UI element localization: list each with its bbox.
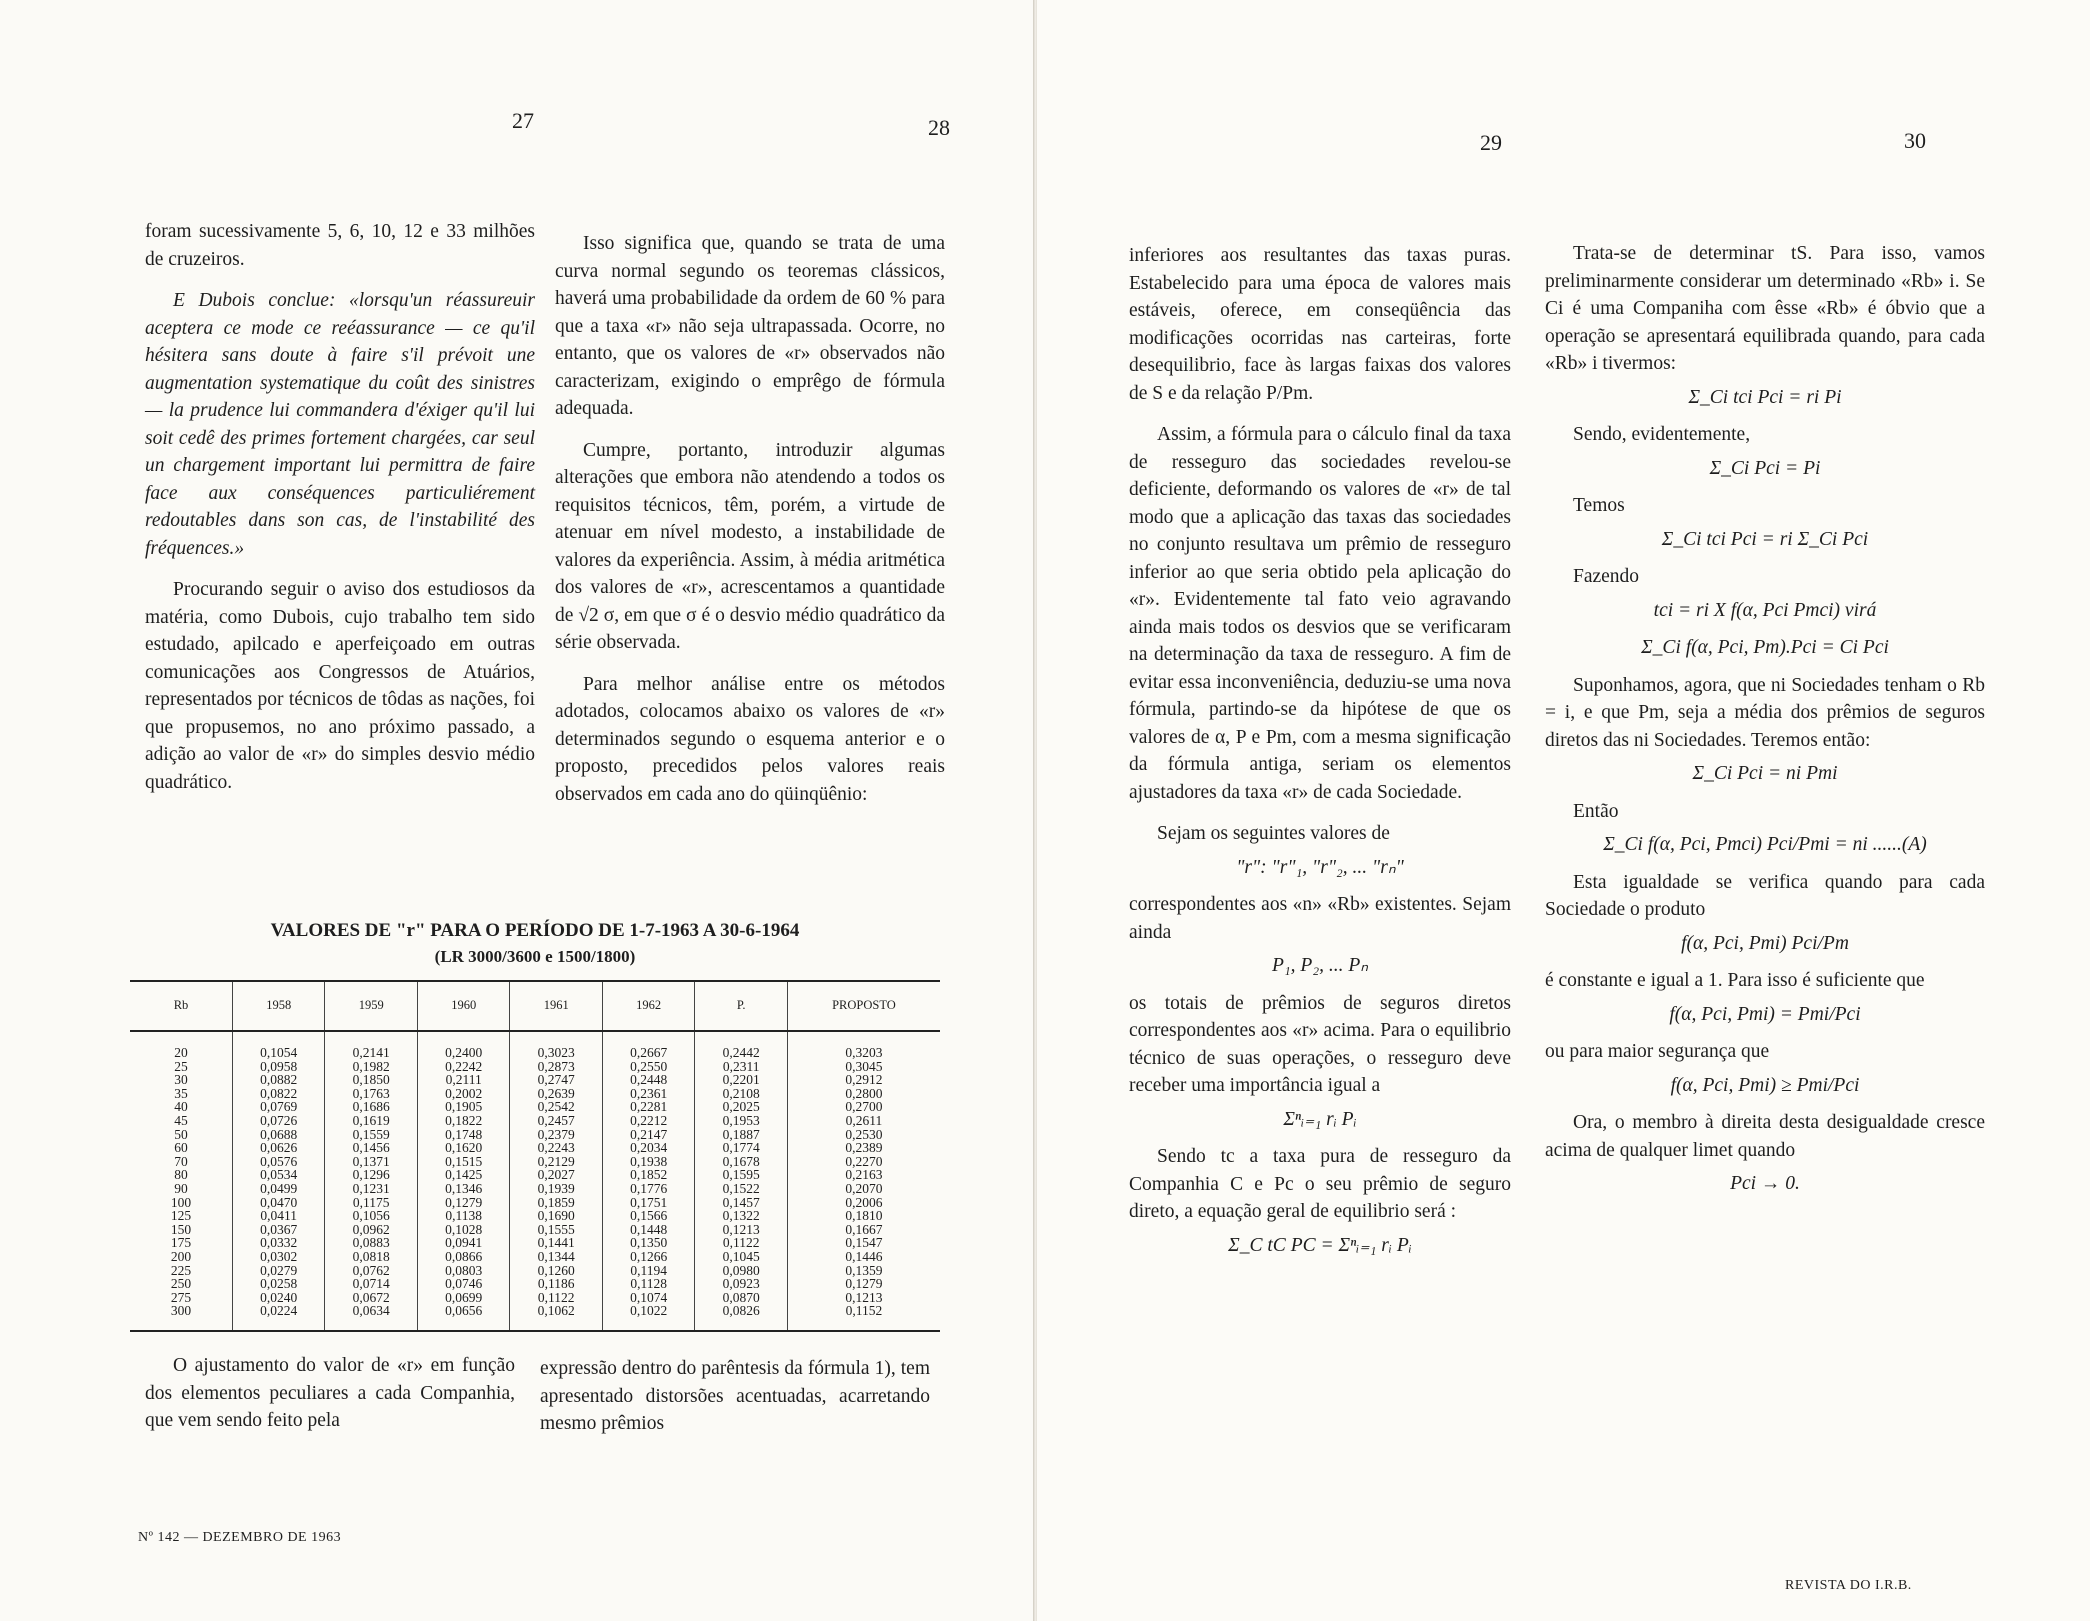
table-cell: 0,1667 <box>845 1221 883 1237</box>
table-cell: 0,2141 <box>352 1045 390 1060</box>
table-cell: 0,1279 <box>445 1194 483 1210</box>
formula-6: Σ_Ci Pci = ni Pmi <box>1692 763 1838 784</box>
table-cell: 0,1213 <box>722 1221 760 1237</box>
table-cell: 0,1686 <box>352 1099 390 1115</box>
table-cell: 0,2448 <box>630 1072 668 1088</box>
page-number-27: 27 <box>512 108 534 133</box>
table-cell: 0,1138 <box>445 1208 483 1224</box>
table-cell: 0,1939 <box>537 1180 575 1196</box>
table-cell: 0,1186 <box>537 1276 575 1292</box>
text-column-1 <box>145 218 535 810</box>
formula-r-values: "r": "r"₁, "r"₂, ... "rₙ" <box>1236 856 1404 878</box>
journal-footer: REVISTA DO I.R.B. <box>1785 1578 1912 1593</box>
year-1960-column <box>417 1031 509 1331</box>
table-cell: 0,1062 <box>537 1303 575 1319</box>
table-cell: 0,2700 <box>845 1099 883 1115</box>
table-cell: 0,0576 <box>260 1153 298 1169</box>
formula-5: Σ_Ci f(α, Pci, Pm).Pci = Ci Pci <box>1641 637 1889 658</box>
table-cell: 0,2108 <box>722 1085 760 1101</box>
table-cell: 0,2006 <box>845 1194 883 1210</box>
table-cell: 0,2281 <box>630 1099 668 1115</box>
table-cell: 0,2070 <box>845 1180 883 1196</box>
table-cell: 0,2611 <box>845 1112 883 1128</box>
table-cell: 0,2800 <box>845 1085 883 1101</box>
table-cell: 0,1045 <box>722 1248 760 1264</box>
formula-10: f(α, Pci, Pmi) ≥ Pmi/Pci <box>1670 1074 1860 1096</box>
table-cell: 0,0534 <box>260 1167 298 1183</box>
paragraph: correspondentes aos «n» «Rb» existentes. Sejam ainda <box>1129 894 1511 943</box>
table-cell: 125 <box>170 1208 192 1224</box>
table-cell: 0,1595 <box>722 1167 760 1183</box>
formula-a: Σ_Ci f(α, Pci, Pmci) Pci/Pmi = ni ......(A) <box>1603 834 1927 855</box>
table-cell: 0,2002 <box>445 1085 483 1101</box>
table-cell: 70 <box>174 1153 188 1169</box>
table-cell: 250 <box>170 1276 192 1292</box>
table-cell: 0,1028 <box>445 1221 483 1237</box>
table-cell: 0,0980 <box>722 1262 760 1278</box>
table-cell: 0,0470 <box>260 1194 298 1210</box>
issue-footer: Nº 142 — DEZEMBRO DE 1963 <box>138 1530 342 1545</box>
table-cell: 0,2667 <box>630 1045 668 1060</box>
table-cell: 0,0240 <box>260 1289 298 1305</box>
table-cell: 0,1678 <box>722 1153 760 1169</box>
table-cell: 0,1350 <box>630 1235 668 1251</box>
table-cell: 0,1690 <box>537 1208 575 1224</box>
table-cell: 0,0656 <box>445 1303 483 1319</box>
table-cell: 0,1810 <box>845 1208 883 1224</box>
table-cell: 0,0958 <box>260 1058 298 1074</box>
table-cell: 0,1260 <box>537 1262 575 1278</box>
paragraph: foram sucessivamente 5, 6, 10, 12 e 33 milhões de cruzeiros. <box>145 221 535 270</box>
table-cell: 0,0224 <box>260 1303 298 1319</box>
paragraph: Sendo, evidentemente, <box>1573 424 1751 445</box>
paragraph: ou para maior segurança que <box>1545 1041 1770 1062</box>
table-cell: 0,2530 <box>845 1126 883 1142</box>
table-cell: 0,1425 <box>445 1167 483 1183</box>
table-cell: 0,1056 <box>352 1208 390 1224</box>
paragraph: O ajustamento do valor de «r» em função dos elementos peculiares a cada Companhia, que vem sendo feito pela <box>145 1355 515 1431</box>
p-column <box>695 1031 787 1331</box>
paragraph: Para melhor análise entre os métodos adotados, colocamos abaixo os valores de «r» determinados segundo o esquema anterior e o proposto, precedidos pelos valores reais observados em cada ano do qüinqüênio: <box>555 673 945 805</box>
table-cell: 0,0923 <box>722 1276 760 1292</box>
formula-equilibrium: Σ_C tC PC = Σⁿᵢ₌₁ rᵢ Pᵢ <box>1228 1234 1412 1256</box>
table-cell: 0,1152 <box>845 1303 883 1319</box>
table-cell: 0,0688 <box>260 1126 298 1142</box>
table-cell: 300 <box>170 1303 192 1319</box>
page-number-30: 30 <box>1904 128 1926 153</box>
table-cell: 0,1122 <box>537 1289 575 1305</box>
table-cell: 0,0769 <box>260 1099 298 1115</box>
table-cell: 0,2747 <box>537 1072 575 1088</box>
table-cell: 25 <box>174 1058 188 1074</box>
table-cell: 0,1887 <box>722 1126 760 1142</box>
table-cell: 0,1322 <box>722 1208 760 1224</box>
formula-9: f(α, Pci, Pmi) = Pmi/Pci <box>1669 1003 1861 1025</box>
table-body-row <box>130 1031 940 1331</box>
paragraph: Isso significa que, quando se trata de uma curva normal segundo os teoremas clássicos, haverá uma probabilidade da ordem de 60 % para que a taxa «r» não seja ultrapassada. Ocorre, no entanto, que os valores de «r» observados não caracterizam, exigindo o emprêgo de fórmula adequada. <box>555 233 945 419</box>
table-cell: 0,1194 <box>630 1262 667 1278</box>
table-cell: 0,1774 <box>722 1140 760 1156</box>
table-cell: 0,0803 <box>445 1262 483 1278</box>
table-cell: 0,0499 <box>260 1180 298 1196</box>
year-1958-column <box>233 1031 325 1331</box>
table-cell: 0,0726 <box>260 1112 298 1128</box>
table-cell: 0,2311 <box>722 1058 760 1074</box>
table-cell: 0,0634 <box>352 1303 390 1319</box>
table-cell: 0,1279 <box>845 1276 883 1292</box>
table-cell: 0,1456 <box>352 1140 390 1156</box>
table-cell: 0,0411 <box>260 1208 298 1224</box>
table-header-row <box>130 981 940 1031</box>
table-cell: 0,2873 <box>537 1058 575 1074</box>
table-cell: 0,1555 <box>537 1221 575 1237</box>
paragraph: Cumpre, portanto, introduzir algumas alterações que embora não atendendo a todos os requisitos técnicos, têm, porém, a virtude de atenuar em nível modesto, a instabilidade de valores da experiência. Assim, à média aritmética dos valores de «r», acrescentamos a quantidade de √2 σ, em que σ é o desvio médio quadrático da série observada. <box>555 439 945 653</box>
col-header: 1959 <box>325 981 417 1031</box>
paragraph: Esta igualdade se verifica quando para cada Sociedade o produto <box>1545 871 1985 920</box>
table-cell: 0,1346 <box>445 1180 483 1196</box>
table-cell: 0,2912 <box>845 1072 883 1088</box>
table-cell: 0,1074 <box>630 1289 668 1305</box>
page-number-28: 28 <box>928 115 950 140</box>
year-1962-column <box>602 1031 694 1331</box>
table-cell: 0,2027 <box>537 1167 575 1183</box>
table-cell: 0,1266 <box>630 1248 668 1264</box>
table-cell: 0,2361 <box>630 1085 668 1101</box>
table-cell: 100 <box>170 1194 192 1210</box>
table-cell: 0,0746 <box>445 1276 483 1292</box>
table-cell: 0,1938 <box>630 1153 668 1169</box>
table-cell: 0,0826 <box>722 1303 760 1319</box>
paragraph: Trata-se de determinar tS. Para isso, vamos preliminarmente considerar um determinado «Rb» i. Se Ci é uma Companiha com êsse «Rb» é óbvio que a operação se apresentará equilibrada quando, para cada «Rb» i tivermos: <box>1545 243 1985 374</box>
formula-1: Σ_Ci tci Pci = ri Pi <box>1688 386 1842 408</box>
year-1961-column <box>510 1031 602 1331</box>
proposto-column <box>787 1031 940 1331</box>
table-cell: 40 <box>174 1099 188 1115</box>
table-cell: 0,0818 <box>352 1248 390 1264</box>
table-cell: 0,1620 <box>445 1140 483 1156</box>
table-cell: 0,0962 <box>352 1221 390 1237</box>
rb-column <box>130 1031 233 1331</box>
table-cell: 0,0941 <box>445 1235 483 1251</box>
table-cell: 0,0699 <box>445 1289 483 1305</box>
table-cell: 0,3203 <box>845 1045 883 1060</box>
table-cell: 0,0367 <box>260 1221 298 1237</box>
table-cell: 20 <box>174 1045 188 1060</box>
table-cell: 0,1763 <box>352 1085 390 1101</box>
table-cell: 90 <box>174 1180 188 1196</box>
table-cell: 0,2639 <box>537 1085 575 1101</box>
table-cell: 0,1296 <box>352 1167 390 1183</box>
formula-3: Σ_Ci tci Pci = ri Σ_Ci Pci <box>1661 528 1869 550</box>
table-cell: 0,1748 <box>445 1126 483 1142</box>
table-subtitle: (LR 3000/3600 e 1500/1800) <box>434 947 636 966</box>
table-cell: 0,0332 <box>260 1235 298 1251</box>
table-cell: 0,3023 <box>537 1045 575 1060</box>
table-cell: 0,2389 <box>845 1140 883 1156</box>
paragraph: expressão dentro do parêntesis da fórmula 1), tem apresentado distorsões acentuadas, acarretando mesmo prêmios <box>540 1358 930 1434</box>
table-cell: 225 <box>170 1262 192 1278</box>
paragraph: Procurando seguir o aviso dos estudiosos da matéria, como Dubois, cujo trabalho tem sido estudado, apilcado e aperfeiçoado em outras comunicações aos Congressos de Atuários, representados por técnicos de tôdas as nações, foi que propusemos, no ano próximo passado, a adição ao valor de «r» do simples desvio médio quadrático. <box>145 579 535 793</box>
left-page <box>0 0 1035 1621</box>
table-cell: 0,3045 <box>845 1058 883 1074</box>
table-cell: 0,2025 <box>722 1099 760 1115</box>
paragraph: Assim, a fórmula para o cálculo final da taxa de resseguro das sociedades revelou-se deficiente, deformando os valores de «r» de tal modo que a aplicação das taxas das sociedades no conjunto resultava um prêmio de resseguro inferior ao que seria obtido pela aplicação do «r». Evidentemente tal fato veio agravando ainda mais todos os desvios que se verificaram na determinação da taxa de resseguro. A fim de evitar essa inconveniência, deduziu-se uma nova fórmula, partindo-se da hipótese de que os valores de α, P e Pm, com a mesma significação da fórmula antiga, seriam os elementos ajustadores da taxa «r» de cada Sociedade. <box>1129 424 1511 803</box>
table-cell: 0,1446 <box>845 1248 883 1264</box>
formula-p-values: P₁, P₂, ... Pₙ <box>1271 955 1369 976</box>
table-cell: 0,1776 <box>630 1180 668 1196</box>
col-header: 1961 <box>510 981 602 1031</box>
table-cell: 0,2129 <box>537 1153 575 1169</box>
table-cell: 0,0822 <box>260 1085 298 1101</box>
table-cell: 0,1441 <box>537 1235 575 1251</box>
table-cell: 0,1457 <box>722 1194 760 1210</box>
table-cell: 45 <box>174 1112 188 1128</box>
table-cell: 0,0883 <box>352 1235 390 1251</box>
r-values-table <box>130 980 940 1332</box>
paragraph: os totais de prêmios de seguros diretos correspondentes aos «r» acima. Para o equilibrio técnico de suas operações, o resseguro deve receber uma importância igual a <box>1129 992 1511 1096</box>
table-cell: 0,0866 <box>445 1248 483 1264</box>
paragraph: Temos <box>1573 495 1625 516</box>
table-cell: 0,1905 <box>445 1099 483 1115</box>
dubois-quote: E Dubois conclue: «lorsqu'un réassureuir aceptera ce mode ce reéassurance — ce qu'il hésitera sans doute à faire s'il prévoit une augmentation systematique du coût des sinistres — la prudence lui commandera d'éxiger qu'il lui soit cedê des primes fortement chargées, car seul un chargement important lui permittra de faire face aux conséquences particuliérement redoutables dans son cas, de l'instabilité des fréquences.» <box>145 290 535 559</box>
table-cell: 0,0258 <box>260 1276 298 1292</box>
table-cell: 0,1822 <box>445 1112 483 1128</box>
table-cell: 150 <box>170 1221 192 1237</box>
paragraph: Sejam os seguintes valores de <box>1157 823 1390 844</box>
table-cell: 0,2201 <box>722 1072 760 1088</box>
table-title-main: VALORES DE "r" PARA O PERÍODO DE 1-7-1963 A 30-6-1964 <box>270 920 800 941</box>
col-header: Rb <box>130 981 233 1031</box>
table-cell: 0,2163 <box>845 1167 883 1183</box>
table-cell: 0,1515 <box>445 1153 483 1169</box>
table-cell: 0,2400 <box>445 1045 483 1060</box>
table-cell: 200 <box>170 1248 192 1264</box>
table-cell: 0,1022 <box>630 1303 668 1319</box>
table-cell: 0,2212 <box>630 1112 668 1128</box>
table-cell: 0,2147 <box>630 1126 668 1142</box>
table-cell: 275 <box>170 1289 192 1305</box>
table-cell: 0,2379 <box>537 1126 575 1142</box>
table-cell: 0,1522 <box>722 1180 760 1196</box>
table-cell: 0,1953 <box>722 1112 760 1128</box>
table-cell: 0,2270 <box>845 1153 883 1169</box>
table-cell: 80 <box>174 1167 188 1183</box>
table-cell: 0,0672 <box>352 1289 390 1305</box>
table-cell: 0,0626 <box>260 1140 298 1156</box>
bottom-column-2 <box>540 1355 930 1452</box>
table-cell: 0,2442 <box>722 1045 760 1060</box>
table-cell: 0,1751 <box>630 1194 668 1210</box>
paragraph: Suponhamos, agora, que ni Sociedades tenham o Rb = i, e que Pm, seja a média dos prêmios de seguros diretos das ni Sociedades. Teremos então: <box>1545 674 1985 751</box>
paragraph: Sendo tc a taxa pura de resseguro da Companhia C e Pc o seu prêmio de seguro direto, a equação geral de equilibrio será : <box>1129 1146 1511 1222</box>
table-cell: 175 <box>170 1235 192 1251</box>
formula-sum-ri-pi: Σⁿᵢ₌₁ rᵢ Pᵢ <box>1283 1108 1357 1130</box>
table-cell: 0,1547 <box>845 1235 883 1251</box>
text-column-3 <box>1129 242 1511 1269</box>
paragraph: Então <box>1573 800 1619 822</box>
page-number-29: 29 <box>1480 130 1502 155</box>
formula-2: Σ_Ci Pci = Pi <box>1709 457 1821 479</box>
formula-4: tci = ri X f(α, Pci Pmci) virá <box>1653 599 1877 621</box>
table-cell: 50 <box>174 1126 188 1142</box>
table-cell: 35 <box>174 1085 188 1101</box>
bottom-column-1 <box>145 1352 515 1449</box>
col-header: P. <box>695 981 787 1031</box>
table-cell: 0,1359 <box>845 1262 883 1278</box>
paragraph: Fazendo <box>1573 566 1640 587</box>
table-cell: 0,0762 <box>352 1262 390 1278</box>
col-header: 1958 <box>233 981 325 1031</box>
table-cell: 0,1175 <box>352 1194 390 1210</box>
table-cell: 0,2242 <box>445 1058 483 1074</box>
table-cell: 0,1859 <box>537 1194 575 1210</box>
table-cell: 0,0870 <box>722 1289 760 1305</box>
col-header: 1962 <box>602 981 694 1031</box>
table-cell: 0,1850 <box>352 1072 390 1088</box>
table-cell: 0,0882 <box>260 1072 298 1088</box>
table-title <box>130 918 940 970</box>
text-column-4 <box>1545 240 1985 1208</box>
formula-8: f(α, Pci, Pmi) Pci/Pm <box>1681 932 1849 954</box>
table-cell: 0,2542 <box>537 1099 575 1115</box>
table-cell: 0,1054 <box>260 1045 298 1060</box>
right-page <box>1037 0 2090 1621</box>
paragraph: inferiores aos resultantes das taxas puras. Estabelecido para uma época de valores mais estáveis, oferece, em conseqüência das modificações ocorridas nas carteiras, forte desequilibrio, face às largas faixas dos valores de S e da relação P/Pm. <box>1129 245 1511 404</box>
table-cell: 0,1213 <box>845 1289 883 1305</box>
col-header: 1960 <box>417 981 509 1031</box>
table-cell: 0,1559 <box>352 1126 390 1142</box>
table-cell: 0,1619 <box>352 1112 390 1128</box>
col-header: PROPOSTO <box>787 981 940 1031</box>
table-cell: 0,0279 <box>260 1262 298 1278</box>
table-cell: 0,2034 <box>630 1140 668 1156</box>
text-column-2 <box>555 230 945 822</box>
table-cell: 0,1371 <box>352 1153 390 1169</box>
table-cell: 60 <box>174 1140 188 1156</box>
table-cell: 0,0302 <box>260 1248 298 1264</box>
table-cell: 0,1231 <box>352 1180 390 1196</box>
table-cell: 0,1344 <box>537 1248 575 1264</box>
table-cell: 0,1852 <box>630 1167 668 1183</box>
table-cell: 0,2111 <box>445 1072 482 1088</box>
table-cell: 0,1448 <box>630 1221 668 1237</box>
formula-11: Pci → 0. <box>1730 1173 1800 1194</box>
table-cell: 0,0714 <box>352 1276 390 1292</box>
table-cell: 0,2550 <box>630 1058 668 1074</box>
table-cell: 0,2243 <box>537 1140 575 1156</box>
table-cell: 0,1982 <box>352 1058 390 1074</box>
table-cell: 0,1128 <box>630 1276 667 1292</box>
table-cell: 0,2457 <box>537 1112 575 1128</box>
paragraph: é constante e igual a 1. Para isso é suficiente que <box>1545 970 1925 991</box>
paragraph: Ora, o membro à direita desta desigualdade cresce acima de qualquer limet quando <box>1545 1112 1985 1161</box>
table-cell: 0,1566 <box>630 1208 668 1224</box>
table-cell: 30 <box>174 1072 188 1088</box>
table-cell: 0,1122 <box>722 1235 760 1251</box>
year-1959-column <box>325 1031 417 1331</box>
